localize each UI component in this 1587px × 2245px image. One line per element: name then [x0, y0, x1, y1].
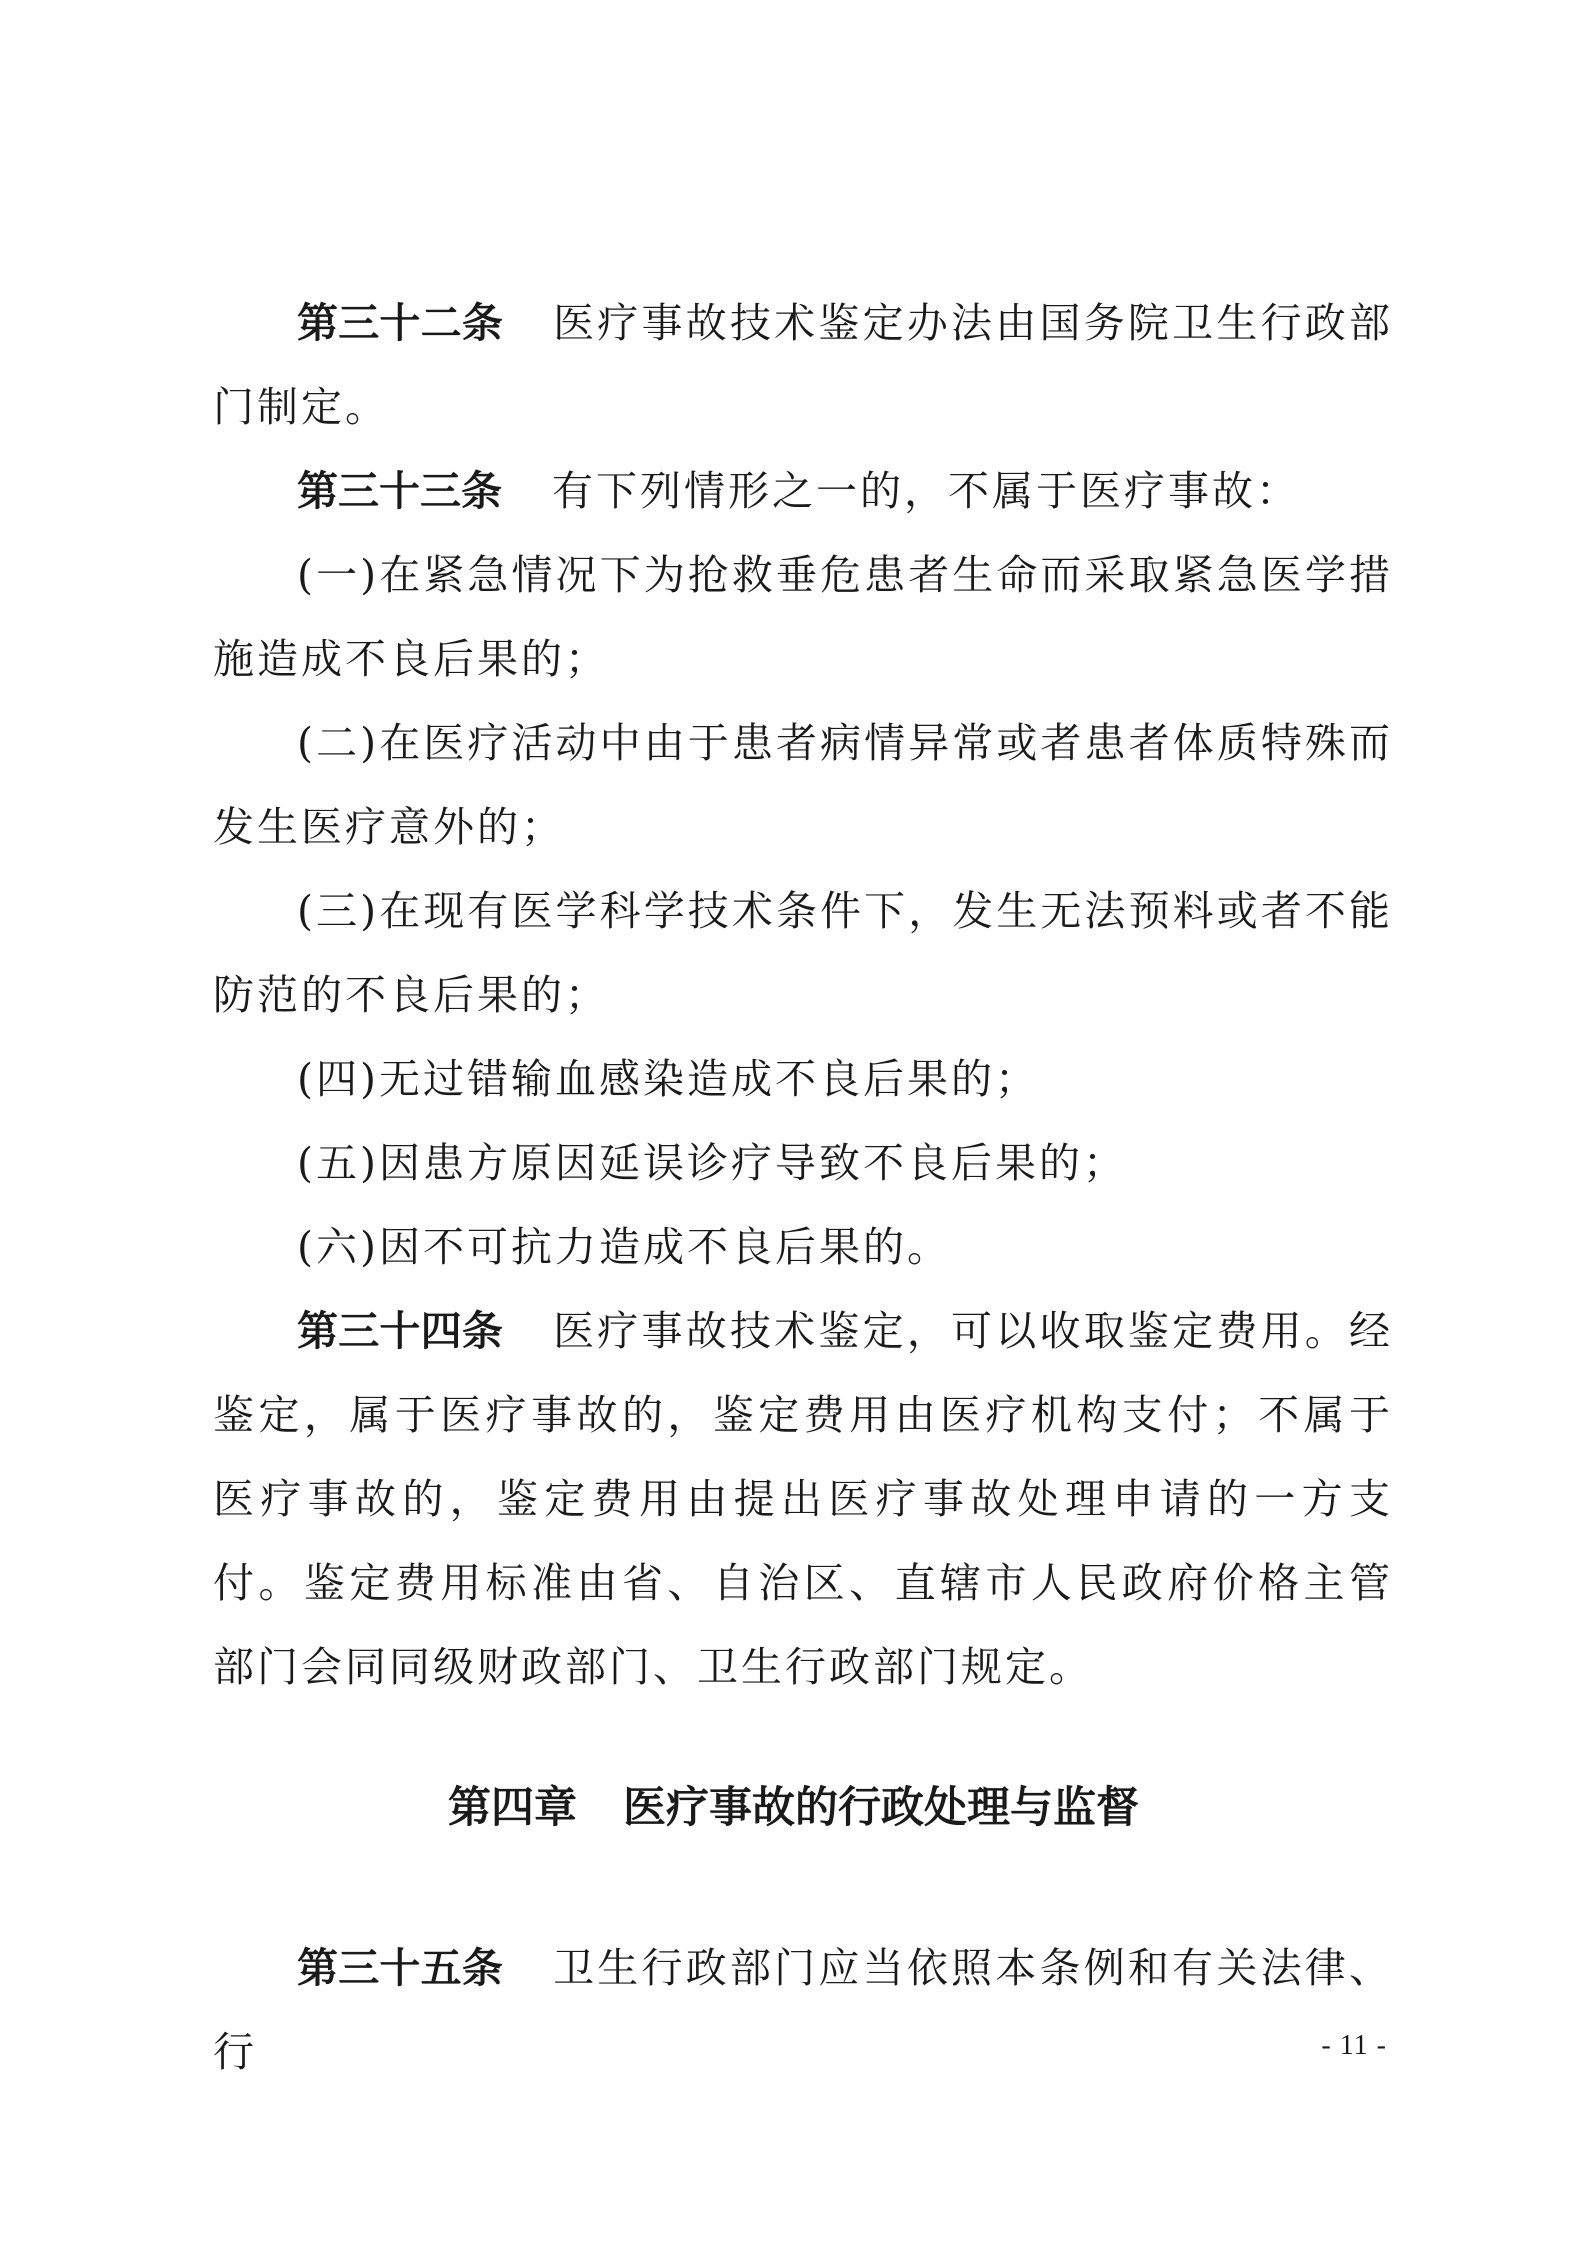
article-number: 第三十二条	[297, 299, 504, 347]
page-number: - 11 -	[1321, 2030, 1387, 2061]
article-number: 第三十三条	[297, 467, 502, 515]
item-5	[213, 1121, 1393, 1205]
item-text: (四)无过错输血感染造成不良后果的；	[297, 1055, 1039, 1103]
chapter-title-text: 医疗事故的行政处理与监督	[623, 1783, 1139, 1833]
article-number: 第三十五条	[297, 1944, 504, 1992]
item-text: (五)因患方原因延误诊疗导致不良后果的；	[297, 1139, 1127, 1187]
item-3	[213, 869, 1393, 1037]
text-block-bottom	[213, 1926, 1393, 2094]
item-2	[213, 701, 1393, 869]
item-text: (一)在紧急情况下为抢救垂危患者生命而采取紧急医学措施造成不良后果的；	[213, 551, 1393, 683]
item-1	[213, 533, 1393, 701]
article-text: 卫生行政部门应当依照本条例和有关法律、行	[213, 1944, 1394, 2076]
item-text: (六)因不可抗力造成不良后果的。	[297, 1223, 951, 1271]
article-33	[213, 449, 1393, 533]
item-4	[213, 1037, 1393, 1121]
chapter-number: 第四章	[448, 1783, 577, 1833]
article-text: 医疗事故技术鉴定，可以收取鉴定费用。经鉴定，属于医疗事故的，鉴定费用由医疗机构支付；不属于医疗事故的，鉴定费用由提出医疗事故处理申请的一方支付。鉴定费用标准由省、自治区、直辖市人民政府价格主管部门会同同级财政部门、卫生行政部门规定。	[213, 1307, 1394, 1691]
item-text: (二)在医疗活动中由于患者病情异常或者患者体质特殊而发生医疗意外的；	[213, 719, 1393, 851]
article-35	[213, 1926, 1393, 2094]
text-block-top	[213, 281, 1393, 1709]
article-34	[213, 1289, 1393, 1709]
article-number: 第三十四条	[297, 1307, 504, 1355]
article-text: 医疗事故技术鉴定办法由国务院卫生行政部门制定。	[213, 299, 1394, 431]
item-text: (三)在现有医学科学技术条件下，发生无法预料或者不能防范的不良后果的；	[213, 887, 1393, 1019]
item-6	[213, 1205, 1393, 1289]
chapter-heading	[0, 1766, 1587, 1850]
article-text: 有下列情形之一的，不属于医疗事故：	[552, 467, 1300, 515]
article-32	[213, 281, 1393, 449]
